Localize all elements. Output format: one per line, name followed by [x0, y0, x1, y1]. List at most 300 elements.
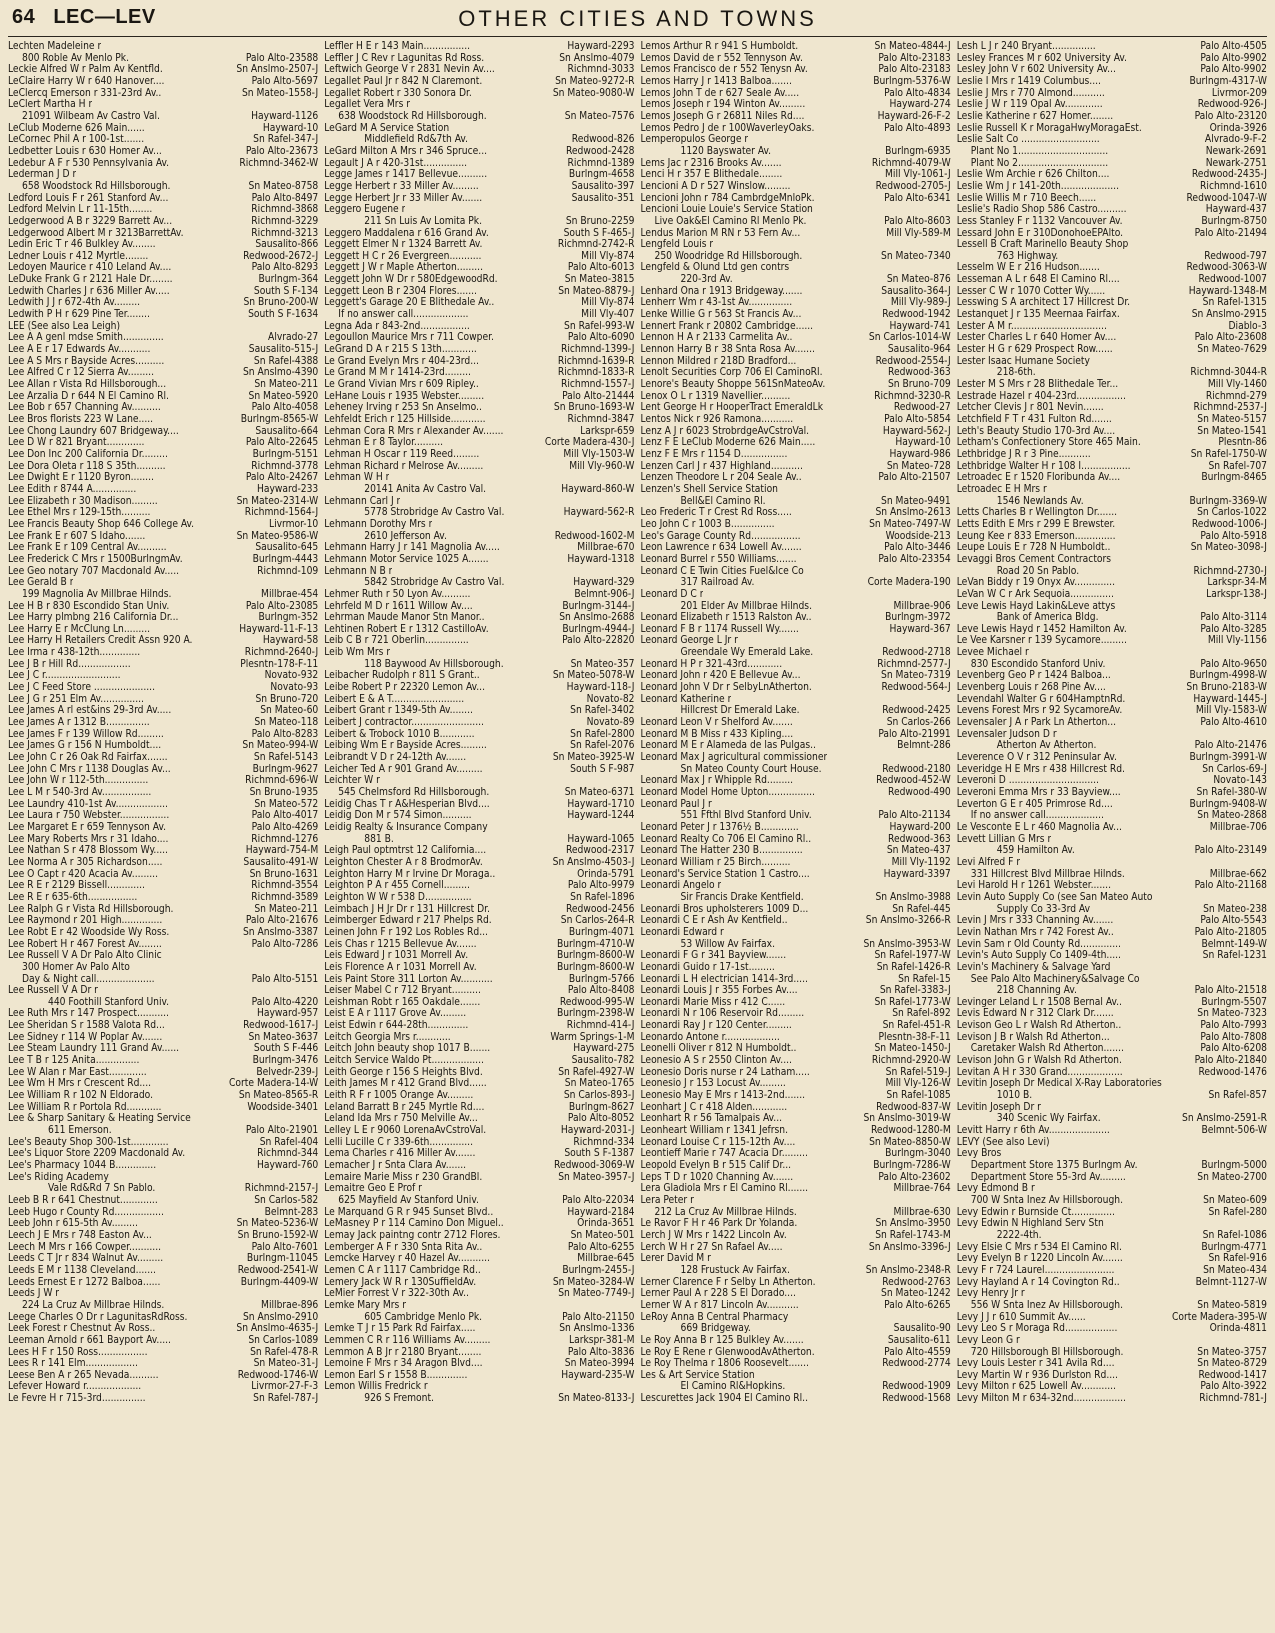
listing-name: Levin's Machinery & Salvage Yard [956, 961, 1111, 973]
listing-name: Lee Laundry 410-1st Av.................. [8, 798, 168, 810]
listing-entry [324, 1078, 634, 1090]
listing-phone: Burlngm-7286-W [873, 1160, 951, 1171]
listing-phone: Palo Alto-9902 [1200, 52, 1267, 64]
leader-dots [795, 1137, 867, 1149]
listing-phone: Richmnd-2537-J [1193, 402, 1267, 414]
leader-dots [786, 950, 872, 962]
listing-phone: South S F-987 [570, 763, 635, 775]
listing-name: Ledgerwood Albert M r 3213BarrettAv. [8, 227, 184, 239]
listing-name: Lerch J W Mrs r 1422 Lincoln Av. [640, 1229, 787, 1241]
listing-entry [957, 1043, 1267, 1055]
leader-dots [1119, 181, 1198, 193]
listing-name: Lema Charles r 416 Miller Av....... [324, 1148, 476, 1160]
listing-name: Leith James M r 412 Grand Blvd...... [324, 1078, 487, 1090]
listing-name: Leonard John V Dr r SelbyLnAtherton. [640, 682, 812, 694]
listing-name: Levy F r 724 Laurel........................ [956, 1264, 1115, 1276]
listing-entry [8, 694, 318, 706]
listing-phone: Palo Alto-21150 [562, 1311, 635, 1323]
leader-dots [158, 496, 235, 508]
leader-dots [479, 1195, 560, 1207]
leader-dots [490, 799, 566, 811]
listing-entry [324, 1253, 634, 1265]
listing-phone: Richmnd-696-W [245, 775, 319, 787]
leader-dots [802, 542, 883, 554]
leader-dots [487, 740, 568, 752]
listing-phone: Novato-143 [1213, 775, 1267, 787]
leader-dots [751, 1323, 892, 1335]
leader-dots [804, 111, 875, 123]
listing-phone: Richmnd-414-J [566, 1020, 635, 1032]
listing-name: Lems Jac r 2316 Brooks Av....... [640, 157, 782, 169]
listing-name: 224 La Cruz Av Millbrae Hilnds. [22, 1299, 165, 1311]
listing-phone: Sn Mateo-7749-J [558, 1288, 635, 1300]
listing-entry [324, 974, 634, 986]
listing-name: Lehmer Ruth r 50 Lyon Av.......... [324, 588, 471, 600]
leader-dots [482, 76, 553, 88]
listing-phone: Sn Mateo-5920 [248, 390, 319, 402]
leader-dots [1115, 577, 1205, 589]
listing-phone: Redwood-1568 [882, 1393, 951, 1405]
listing-entry [957, 589, 1267, 601]
listing-name: Leslie's Radio Shop 586 Castro.......... [956, 204, 1127, 216]
listing-entry [8, 985, 318, 997]
listing-entry [957, 426, 1267, 438]
listing-phone: Redwood-1006-J [1191, 518, 1267, 530]
listing-entry [641, 1242, 951, 1254]
listing-entry [957, 64, 1267, 76]
listing-name: Levenberg Louis r 268 Pine Av.... [956, 682, 1106, 694]
listing-name: Leonard Peter J r 1376½ B............. [640, 821, 799, 833]
listing-name: Leupe Louis E r 728 N Humboldt.. [956, 542, 1111, 554]
listing-name: Leung Kee r 833 Emerson.............. [956, 530, 1116, 542]
leader-dots [782, 659, 875, 671]
listing-phone: Burlngm-3991-W [1189, 752, 1267, 764]
listing-phone: Redwood-2180 [882, 763, 951, 775]
listing-name: Levin Nathan Mrs r 742 Forest Av.. [956, 926, 1114, 938]
listing-phone: Palo Alto-23608 [1194, 332, 1267, 344]
listing-entry [8, 1207, 318, 1219]
listing-phone: Sn Anslmo-3950 [875, 1218, 951, 1230]
listing-entry [641, 309, 951, 321]
listing-entry [957, 542, 1267, 554]
leader-dots [144, 134, 251, 146]
listing-entry [957, 1090, 1267, 1102]
leader-dots [121, 670, 263, 682]
leader-dots [1123, 1300, 1195, 1312]
listing-phone: Palo Alto-7601 [251, 1241, 319, 1253]
listing-phone: Palo Alto-7808 [1200, 1031, 1267, 1043]
leader-dots [815, 1347, 883, 1359]
listing-entry [957, 1335, 1267, 1347]
listing-name: Hillcrest Dr Emerald Lake. [680, 705, 800, 717]
listing-entry [641, 507, 951, 519]
listing-entry [8, 764, 318, 776]
listing-entry [641, 1195, 951, 1207]
listing-entry [641, 624, 951, 636]
leader-dots [152, 204, 249, 216]
listing-name: Leontieff Marie r 747 Acacia Dr......... [640, 1148, 808, 1160]
leader-dots [809, 426, 881, 438]
listing-entry [641, 694, 951, 706]
listing-entry [641, 344, 951, 356]
listing-name: Lee's Riding Academy [8, 1171, 109, 1183]
listing-phone: Sausalito-964 [887, 344, 951, 356]
listing-entry [641, 181, 951, 193]
listing-entry [8, 496, 318, 508]
listing-entry [957, 228, 1267, 240]
listing-entry [957, 904, 1267, 916]
listing-phone: Millbrae-764 [893, 1183, 951, 1195]
listing-phone: Sn Mateo-5157 [1197, 414, 1267, 425]
listing-entry [324, 717, 634, 729]
listing-phone: Burlngm-5000 [1201, 1160, 1267, 1171]
listing-name: Leverton G E r 405 Primrose Rd.... [956, 798, 1113, 810]
listing-entry [324, 1125, 634, 1137]
listing-entry [324, 950, 634, 962]
leader-dots [171, 1335, 246, 1347]
leader-dots [803, 845, 885, 857]
listing-phone: Sn Rafel-1231 [1202, 950, 1267, 962]
listing-entry [324, 601, 634, 613]
listing-entry [324, 123, 634, 135]
leader-dots [185, 1148, 255, 1160]
listing-name: Levy Leo S r Moraga Rd.................. [956, 1323, 1118, 1335]
listing-name: Lesseman A L r 648 El Camino Rl.... [956, 274, 1120, 286]
leader-dots [809, 1358, 880, 1370]
listing-phone: Sn Rafel-993-W [564, 320, 635, 332]
leader-dots [1118, 379, 1206, 391]
listing-name: Lemos Pedro J de r 100WaverleyOaks. [640, 122, 815, 134]
listing-entry [957, 1381, 1267, 1393]
listing-name: Leonard H P r 321-43rd............ [640, 658, 783, 670]
listing-phone: Redwood-452-W [876, 775, 951, 787]
listing-entry [641, 740, 951, 752]
leader-dots [500, 542, 575, 554]
listing-name: Leslie Salt Co ........................... [956, 134, 1100, 146]
listing-name: Leggett H C r 26 Evergreen........... [324, 250, 482, 262]
listing-name: Levy Bros [956, 1148, 1002, 1160]
listing-entry [957, 1195, 1267, 1207]
listing-entry [324, 985, 634, 997]
leader-dots [771, 146, 883, 158]
listing-name: Lee L M r 540-3rd Av................. [8, 787, 152, 798]
leader-dots [1123, 1253, 1207, 1265]
listing-phone: Belvedr-239-J [256, 1066, 319, 1078]
listing-entry [8, 775, 318, 787]
leader-dots [139, 1055, 250, 1067]
listing-name: Lester M S Mrs r 28 Blithedale Ter... [956, 379, 1119, 391]
listing-name: Leege Charles O Dr r LagunitasRdRoss. [8, 1311, 188, 1323]
listing-name: Lentos Nick r 926 Ramona........... [640, 414, 794, 425]
listing-entry [957, 251, 1267, 263]
listing-name: Lehman E r 8 Taylor.......... [324, 437, 444, 449]
listing-phone: Corte Madera-395-W [1171, 1311, 1267, 1323]
leader-dots [1126, 1172, 1195, 1184]
listing-phone: Sn Mateo-501 [570, 1229, 635, 1241]
listing-entry [641, 810, 951, 822]
listing-name: Leslie J Mrs r 770 Almond........... [956, 87, 1105, 99]
listing-name: Lee Arzalia D r 644 N El Camino Rl. [8, 390, 169, 402]
listing-phone: Palo Alto-24267 [245, 472, 319, 484]
listing-name: 1120 Bayswater Av. [680, 145, 772, 157]
leader-dots [812, 612, 884, 624]
listing-name: 800 Roble Av Menlo Pk. [22, 52, 130, 64]
leader-dots [473, 1137, 571, 1149]
listing-phone: Palo Alto-23588 [245, 52, 319, 64]
listing-entry [957, 1393, 1267, 1405]
leader-dots [1122, 997, 1199, 1009]
listing-name: Lemberger A F r 330 Snta Rita Av.. [324, 1241, 483, 1253]
listing-name: Leonard William r 25 Birch.......... [640, 856, 791, 868]
listing-entry [8, 41, 318, 53]
listing-phone: Mill Vly-1583-W [1195, 705, 1267, 717]
listing-entry [641, 1067, 951, 1079]
leader-dots [169, 997, 250, 1009]
leader-dots [490, 1253, 575, 1265]
listing-entry [324, 134, 634, 146]
listing-entry [641, 1335, 951, 1347]
listing-phone: Sn Mateo-3637 [248, 1031, 319, 1043]
listing-name: Legault J A r 420-31st............... [324, 157, 468, 169]
listing-name: Ledoyen Maurice r 410 Leland Av.... [8, 262, 172, 274]
listing-entry [641, 845, 951, 857]
listing-phone: Mill Vly-960-W [569, 460, 635, 472]
listing-name: Leonelli Oliver r 812 N Humboldt.. [640, 1043, 797, 1055]
listing-entry [641, 787, 951, 799]
listing-phone: Hayward-235-W [561, 1369, 635, 1381]
listing-entry [957, 1265, 1267, 1277]
leader-dots [1115, 519, 1190, 531]
listing-entry [8, 705, 318, 717]
leader-dots [163, 1253, 245, 1265]
listing-entry [957, 1137, 1267, 1149]
listing-entry [324, 729, 634, 741]
listing-name: 669 Bridgeway. [680, 1323, 751, 1335]
listing-phone: Sn Mateo-3284-W [552, 1276, 635, 1288]
listing-name: Leonard Katherine r [640, 693, 732, 705]
listing-entry [957, 1148, 1267, 1160]
listing-entry [8, 297, 318, 309]
listing-name: Lee James G r 156 N Humboldt.... [8, 740, 162, 752]
listing-name: Levy Evelyn B r 1220 Lincoln Av....... [956, 1253, 1123, 1265]
listing-phone: Palo Alto-21444 [562, 390, 635, 402]
listing-entry [8, 1381, 318, 1393]
listing-entry [957, 1020, 1267, 1032]
listing-entry [8, 262, 318, 274]
listing-name: Leiser Mabel C r 712 Bryant.......... [324, 985, 481, 997]
listing-entry [324, 1055, 634, 1067]
listing-entry [957, 752, 1267, 764]
listing-entry [957, 1347, 1267, 1359]
listing-name: Leighton P A r 455 Cornell......... [324, 880, 470, 892]
listing-entry [641, 1020, 951, 1032]
leader-dots [815, 437, 893, 449]
listing-name: Leibert & Trobock 1010 B............ [324, 728, 475, 740]
listing-entry [8, 682, 318, 694]
listing-name: Levi Harold H r 1261 Webster....... [956, 880, 1111, 892]
listing-phone: Sn Mateo-7323 [1197, 1008, 1267, 1020]
listing-name: Leve Lewis Hayd Lakin&Leve attys [956, 600, 1116, 612]
listing-phone: Hayward-562-R [563, 507, 635, 519]
listing-phone: Burlngm-5376-W [873, 75, 951, 87]
listing-entry [324, 1218, 634, 1230]
leader-dots [1099, 775, 1211, 787]
listing-entry [324, 297, 634, 309]
listing-name: LeClub Moderne 626 Main...... [8, 122, 145, 134]
listing-entry [641, 799, 951, 811]
listing-name: Leitch John beauty shop 1017 B....... [324, 1043, 491, 1055]
leader-dots [168, 449, 251, 461]
listing-name: Lee Ralph G r Vista Rd Hillsborough. [8, 903, 174, 915]
listing-phone: Sn Carlos-266 [886, 717, 951, 729]
listing-entry [324, 554, 634, 566]
listing-name: Leonardo Antone r................... [640, 1031, 780, 1043]
listing-phone: Sn Mateo-3994 [564, 1358, 635, 1370]
listing-entry [324, 111, 634, 123]
listing-phone: Belmnt-286 [897, 740, 951, 752]
listing-name: Levison J B r Walsh Rd Atherton... [956, 1031, 1110, 1043]
listing-entry [324, 1160, 634, 1172]
listing-phone: Sn Anslmo-2915 [1191, 309, 1267, 321]
listing-entry [8, 1113, 318, 1125]
listing-phone: Richmnd-3230-R [874, 390, 951, 402]
listing-phone: Millbrae-630 [893, 1206, 951, 1218]
listing-phone: Palo Alto-3922 [1200, 1381, 1267, 1393]
listing-name: Lengfeld Louis r [640, 239, 714, 251]
listing-name: Lennon Harry B r 38 Snta Rosa Av....... [640, 344, 815, 356]
leader-dots [813, 647, 880, 659]
listing-name: El Camino Rl&Hopkins. [680, 1381, 786, 1393]
leader-dots [802, 472, 877, 484]
listing-name: Leslie J W r 119 Opal Av............. [956, 99, 1103, 111]
listing-name: Lee Geo notary 707 Macdonald Av..... [8, 565, 180, 577]
listing-entry [324, 1102, 634, 1114]
leader-dots [787, 449, 887, 461]
listing-phone: Burlngm-8750 [1201, 215, 1267, 227]
leader-dots [754, 577, 865, 589]
listing-entry [8, 1300, 318, 1312]
listing-entry [8, 845, 318, 857]
listing-phone: Richmnd-2920-W [871, 1055, 951, 1067]
listing-name: Leibrandt V D r 24-12th Av....... [324, 752, 467, 764]
listing-name: Lehman Richard r Melrose Av......... [324, 460, 484, 472]
leader-dots [494, 332, 566, 344]
leader-dots [493, 1207, 565, 1219]
leader-dots [146, 1393, 252, 1405]
listing-phone: Sausalito-351 [571, 192, 635, 204]
listing-entry [324, 181, 634, 193]
listing-entry [8, 1183, 318, 1195]
listing-entry [641, 531, 951, 543]
listing-name: Lee Irma r 438-12th.............. [8, 647, 141, 659]
listing-entry [641, 402, 951, 414]
listing-entry [641, 297, 951, 309]
leader-dots [797, 1207, 892, 1219]
listing-entry [641, 705, 951, 717]
listing-name: Lesley Frances M r 602 University Av. [956, 52, 1127, 64]
leader-dots [494, 297, 579, 309]
leader-dots [1115, 1358, 1196, 1370]
listing-phone: Mill Vly-989-J [890, 297, 951, 309]
listing-entry [641, 274, 951, 286]
leader-dots [800, 705, 881, 717]
listing-phone: Sn Rafel-445 [892, 903, 951, 915]
listing-name: Levy Leon G r [956, 1334, 1020, 1346]
listing-name: Leckie Alfred W r Palm Av Kentfld. [8, 64, 163, 76]
listing-entry [641, 1055, 951, 1067]
leader-dots [482, 1242, 566, 1254]
listing-name: Leslie I Mrs r 1419 Columbus.... [956, 75, 1101, 87]
leader-dots [775, 519, 867, 531]
listing-name: 300 Homer Av Palo Alto [22, 961, 130, 973]
leader-dots [733, 274, 885, 286]
listing-phone: Burlngm-8465 [1201, 472, 1267, 484]
leader-dots [1110, 542, 1188, 554]
listing-entry [8, 1195, 318, 1207]
listing-name: Leonard Max J agricultural commissioner [640, 752, 828, 764]
leader-dots [194, 519, 267, 531]
listing-entry [957, 694, 1267, 706]
listing-name: 2222-4th. [996, 1229, 1042, 1241]
listing-name: Leonardi Marie Miss r 412 C...... [640, 996, 786, 1008]
listing-name: Lefever Howard r................... [8, 1381, 142, 1393]
listing-phone: Belmnt-283 [264, 1206, 319, 1218]
listing-entry [957, 1370, 1267, 1382]
listing-name: Lee Francis Beauty Shop 646 College Av. [8, 518, 195, 530]
leader-dots [788, 1125, 869, 1137]
leader-dots [486, 845, 564, 857]
leader-dots [1118, 1370, 1196, 1382]
listing-phone: Palo Alto-4893 [884, 122, 951, 134]
listing-phone: Plesntn-86 [1218, 437, 1267, 449]
listing-phone: Redwood-1746-W [237, 1369, 319, 1381]
listing-entry [957, 1300, 1267, 1312]
listing-name: Leech J E Mrs r 748 Easton Av... [8, 1229, 152, 1241]
listing-name: Legge James r 1417 Bellevue.......... [324, 169, 488, 181]
listing-phone: Hayward-275 [573, 1043, 635, 1055]
listing-name: Lechten Madeleine r [8, 41, 102, 52]
listing-entry [324, 1020, 634, 1032]
listing-name: Leibert J contractor......................... [324, 717, 484, 729]
listing-name: Levitin Joseph Dr r [956, 1101, 1041, 1113]
listing-entry [641, 857, 951, 869]
listing-entry [957, 367, 1267, 379]
listing-entry [324, 228, 634, 240]
listing-name: Legge Herbert r 33 Miller Av......... [324, 180, 479, 192]
listing-entry [957, 169, 1267, 181]
listing-name: Bell&El Camino Rl. [680, 495, 766, 507]
listing-phone: Sn Mateo-4844-J [874, 41, 951, 52]
listing-entry [8, 193, 318, 205]
listing-entry [324, 251, 634, 263]
listing-phone: Alvrado-27 [268, 332, 319, 344]
leader-dots [810, 1067, 884, 1079]
listing-name: Levenberg Geo P r 1424 Balboa... [956, 670, 1111, 682]
leader-dots [1122, 705, 1194, 717]
listing-name: LEE (See also Lea Leigh) [8, 320, 121, 332]
listing-name: Lemacher J r Snta Clara Av....... [324, 1160, 467, 1171]
listing-name: Levitin Joseph Dr Medical X-Ray Laboratories [956, 1078, 1162, 1090]
listing-entry [957, 554, 1267, 566]
listing-name: Leslie Wm Archie r 626 Chilton.... [956, 169, 1110, 181]
leader-dots [780, 1032, 877, 1044]
listing-entry [8, 461, 318, 473]
listing-entry [8, 915, 318, 927]
listing-entry [641, 1160, 951, 1172]
listing-name: Lee Harry E r McClung Ln......... [8, 623, 151, 635]
leader-dots [1114, 589, 1204, 601]
listing-name: Les & Art Service Station [640, 1369, 755, 1381]
